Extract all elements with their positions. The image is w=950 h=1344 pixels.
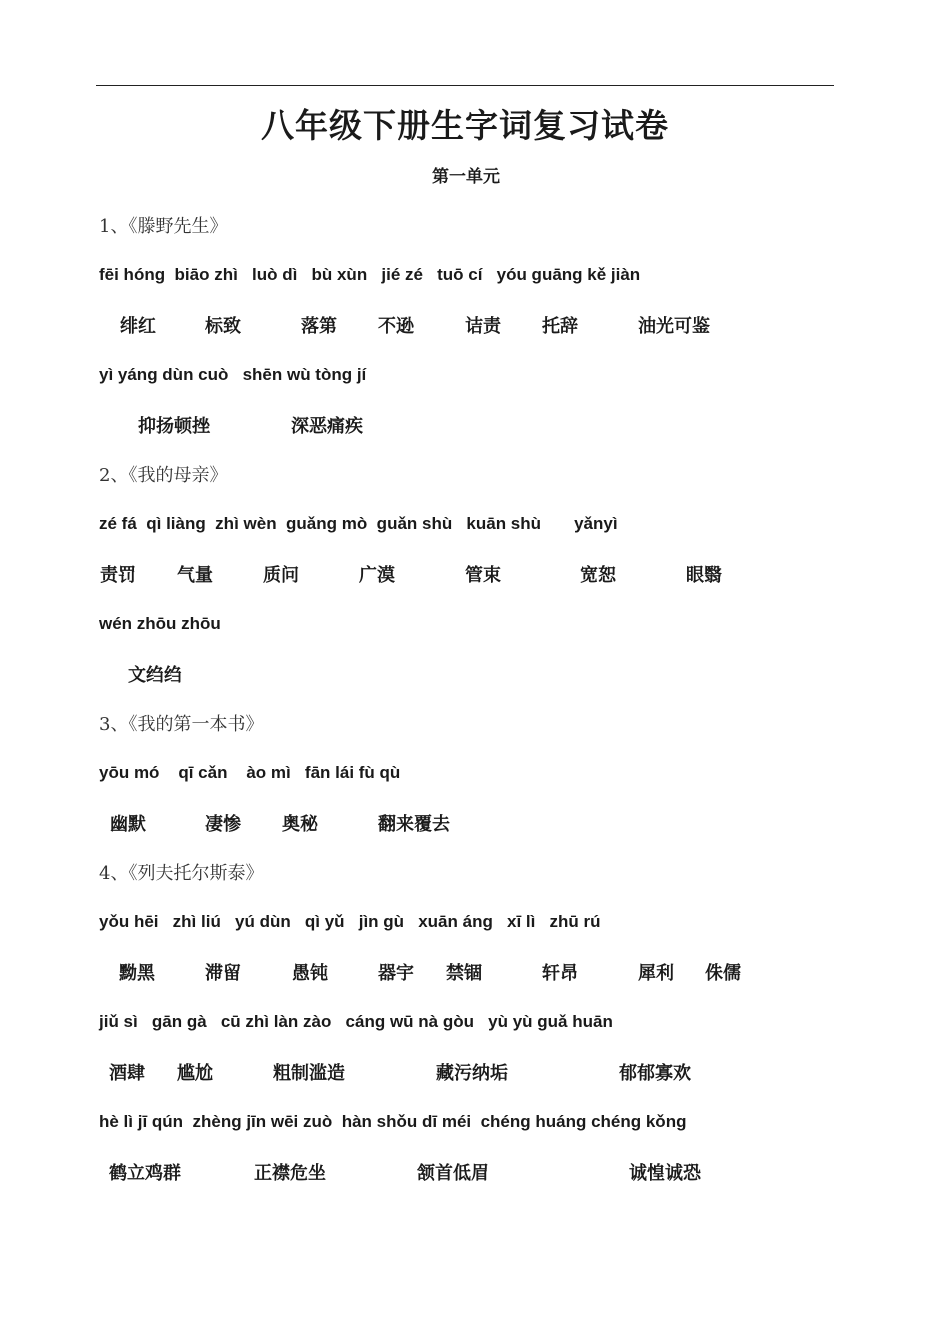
vocab-word: 眼翳 xyxy=(686,565,722,586)
vocab-word: 郁郁寡欢 xyxy=(619,1063,691,1084)
vocab-word: 奥秘 xyxy=(282,814,318,835)
vocab-word: 标致 xyxy=(205,316,241,337)
vocab-word: 诘责 xyxy=(465,316,501,337)
vocab-word: 抑扬顿挫 xyxy=(138,416,210,437)
vocab-word: 幽默 xyxy=(110,814,146,835)
vocab-word: 宽恕 xyxy=(580,565,616,586)
page-title: 八年级下册生字词复习试卷 xyxy=(261,106,669,145)
pinyin-line: jiǔ sì gān gà cū zhì làn zào cáng wū nà gòu yù yù guǎ huān xyxy=(99,1012,613,1031)
vocab-word: 鹤立鸡群 xyxy=(109,1163,181,1184)
vocab-word: 油光可鉴 xyxy=(638,316,710,337)
vocab-word: 正襟危坐 xyxy=(254,1163,326,1184)
pinyin-line: wén zhōu zhōu xyxy=(99,614,221,633)
pinyin-line: yì yáng dùn cuò shēn wù tòng jí xyxy=(99,365,367,384)
vocab-word: 凄惨 xyxy=(205,814,241,835)
vocab-word: 文绉绉 xyxy=(128,665,182,686)
vocab-word: 诚惶诚恐 xyxy=(629,1163,701,1184)
header-rule xyxy=(96,85,834,86)
vocab-word: 广漠 xyxy=(359,565,395,586)
vocab-word: 管束 xyxy=(465,565,501,586)
vocab-word: 粗制滥造 xyxy=(273,1063,345,1084)
pinyin-line: fēi hóng biāo zhì luò dì bù xùn jié zé tuō cí yóu guāng kě jiàn xyxy=(99,265,641,284)
vocab-word: 翻来覆去 xyxy=(378,814,450,835)
vocab-word: 犀利 xyxy=(638,963,674,984)
vocab-word: 侏儒 xyxy=(705,963,741,984)
vocab-word: 愚钝 xyxy=(292,963,328,984)
vocab-word: 黝黑 xyxy=(119,963,155,984)
vocab-word: 器宇 xyxy=(378,963,414,984)
lesson-heading: 1、《滕野先生》 xyxy=(99,216,228,237)
vocab-word: 质问 xyxy=(263,565,299,586)
pinyin-line: hè lì jī qún zhèng jīn wēi zuò hàn shǒu dī méi chéng huáng chéng kǒng xyxy=(99,1112,687,1131)
vocab-word: 尴尬 xyxy=(177,1063,213,1084)
lesson-heading: 2、《我的母亲》 xyxy=(99,465,228,486)
vocab-word: 责罚 xyxy=(100,565,136,586)
vocab-word: 酒肆 xyxy=(109,1063,145,1084)
vocab-word: 深恶痛疾 xyxy=(291,416,363,437)
pinyin-line: yōu mó qī cǎn ào mì fān lái fù qù xyxy=(99,763,401,782)
vocab-word: 绯红 xyxy=(120,316,156,337)
lesson-heading: 4、《列夫托尔斯泰》 xyxy=(99,863,264,884)
pinyin-line: yǒu hēi zhì liú yú dùn qì yǔ jìn gù xuān áng xī lì zhū rú xyxy=(99,912,601,931)
vocab-word: 轩昂 xyxy=(542,963,578,984)
vocab-word: 滞留 xyxy=(205,963,241,984)
lesson-heading: 3、《我的第一本书》 xyxy=(99,714,264,735)
vocab-word: 不逊 xyxy=(378,316,414,337)
vocab-word: 颔首低眉 xyxy=(417,1163,489,1184)
vocab-word: 落第 xyxy=(301,316,337,337)
unit-heading: 第一单元 xyxy=(432,167,500,187)
vocab-word: 藏污纳垢 xyxy=(436,1063,508,1084)
pinyin-line: zé fá qì liàng zhì wèn guǎng mò guǎn shù kuān shù yǎnyì xyxy=(99,514,618,533)
vocab-word: 托辞 xyxy=(542,316,578,337)
vocab-word: 气量 xyxy=(177,565,213,586)
vocab-word: 禁锢 xyxy=(446,963,482,984)
